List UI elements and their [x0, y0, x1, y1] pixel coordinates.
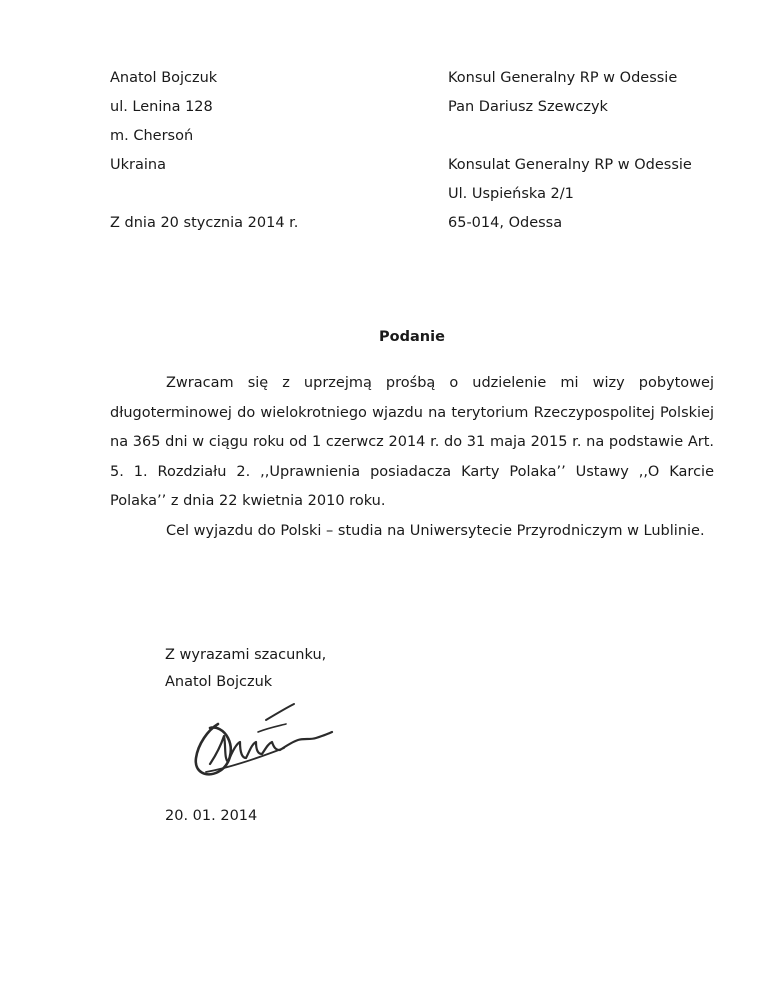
sender-name: Anatol Bojczuk	[110, 70, 218, 86]
closing-date: 20. 01. 2014	[165, 808, 258, 824]
document-title: Podanie	[379, 329, 445, 345]
recipient-name: Pan Dariusz Szewczyk	[448, 99, 608, 115]
recipient-office: Konsulat Generalny RP w Odessie	[448, 157, 692, 173]
sender-city: m. Chersoń	[110, 128, 194, 144]
recipient-street: Ul. Uspieńska 2/1	[448, 186, 574, 202]
body-paragraph-2: Cel wyjazdu do Polski – studia na Uniwersytecie Przyrodniczym w Lublinie.	[166, 522, 705, 539]
sender-country: Ukraina	[110, 157, 166, 173]
body-paragraph-1: Zwracam się z uprzejmą prośbą o udzielenie mi wizy pobytowej długoterminowej do wielokrotniego wjazdu na terytorium Rzeczypospolitej Polskiej na 365 dni w ciągu roku od 1 czerwcz 2014 r. do 31 maja 2015 r. na podstawie Art. 5. 1. Rozdziału 2. ,,Uprawnienia posiadacza Karty Polaka’’ Ustawy ,,O Karcie Polaka’’ z dnia 22 kwietnia 2010 roku.	[110, 375, 714, 509]
sender-date-line: Z dnia 20 stycznia 2014 r.	[110, 215, 299, 231]
handwritten-signature	[188, 702, 338, 788]
sender-street: ul. Lenina 128	[110, 99, 213, 115]
recipient-postal: 65-014, Odessa	[448, 215, 563, 231]
closing-name: Anatol Bojczuk	[165, 674, 273, 690]
letter-body	[110, 369, 714, 546]
signature-strokes	[196, 704, 332, 774]
closing-salutation: Z wyrazami szacunku,	[165, 647, 327, 663]
recipient-title: Konsul Generalny RP w Odessie	[448, 70, 678, 86]
